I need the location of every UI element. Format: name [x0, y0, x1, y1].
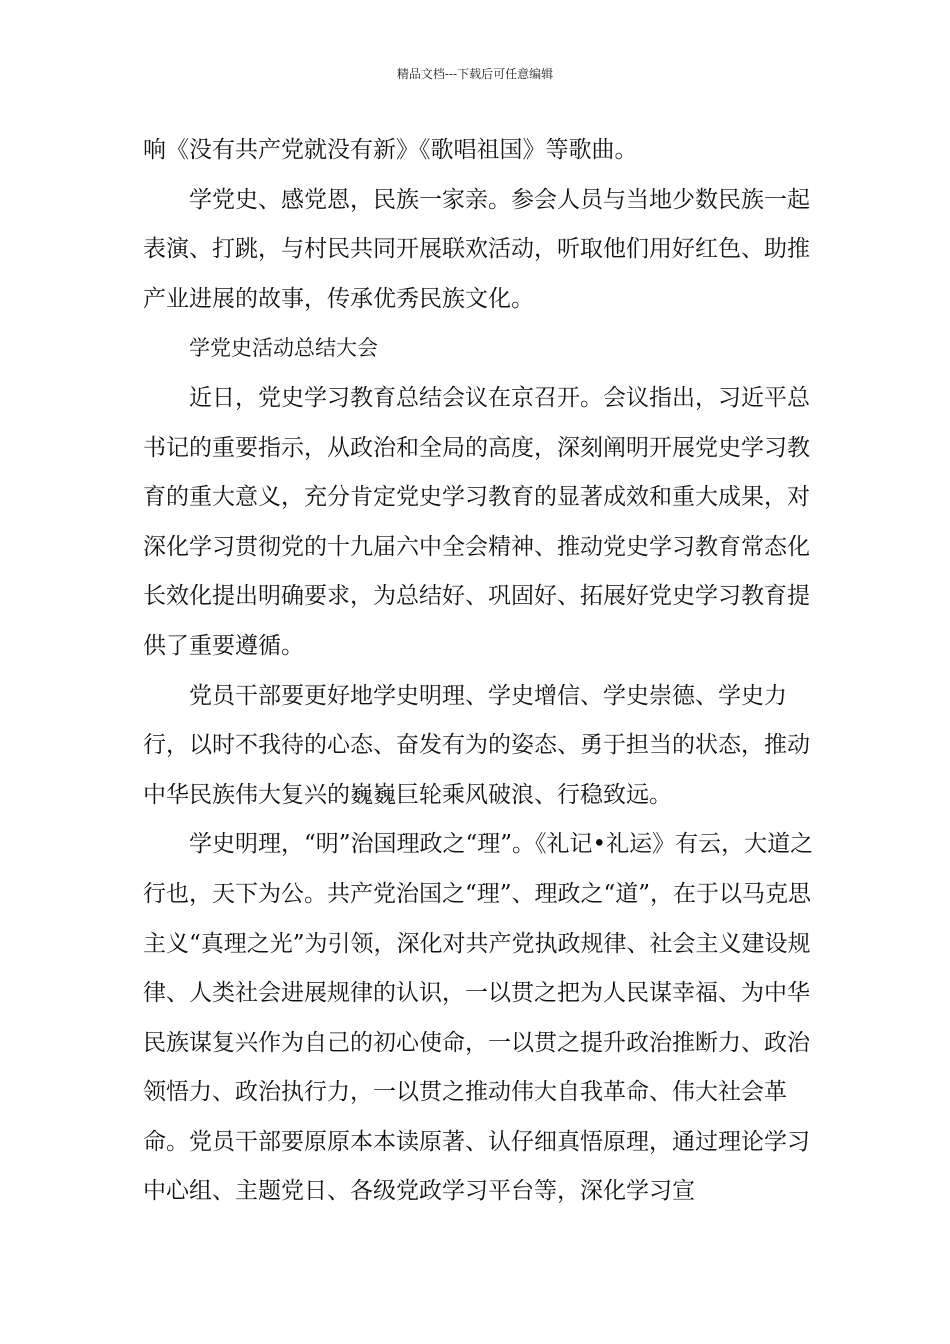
document-body: [143, 126, 823, 1217]
paragraph: 学史明理，“明”治国理政之“理”。《礼记•礼运》有云，大道之行也，天下为公。共产党治国之“理”、理政之“道”，在于以马克思主义“真理之光”为引领，深化对共产党执政规律、社会主义建设规律、人类社会进展规律的认识，一以贯之把为人民谋幸福、为中华民族谋复兴作为自己的初心使命，一以贯之提升政治推断力、政治领悟力、政治执行力，一以贯之推动伟大自我革命、伟大社会革命。党员干部要原原本本读原著、认仔细真悟原理，通过理论学习中心组、主题党日、各级党政学习平台等，深化学习宣: [143, 831, 814, 1205]
paragraph: 近日，党史学习教育总结会议在京召开。会议指出，习近平总书记的重要指示，从政治和全局的高度，深刻阐明开展党史学习教育的重大意义，充分肯定党史学习教育的显著成效和重大成果，对深化学习贯彻党的十九届六中全会精神、推动党史学习教育常态化长效化提出明确要求，为总结好、巩固好、拓展好党史学习教育提供了重要遵循。: [143, 384, 810, 659]
paragraph: 党员干部要更好地学史明理、学史增信、学史崇德、学史力行，以时不我待的心态、奋发有为的姿态、勇于担当的状态，推动中华民族伟大复兴的巍巍巨轮乘风破浪、行稳致远。: [143, 682, 810, 808]
paragraph: 学党史、感党恩，民族一家亲。参会人员与当地少数民族一起表演、打跳，与村民共同开展联欢活动，听取他们用好红色、助推产业进展的故事，传承优秀民族文化。: [143, 186, 810, 312]
page-header: 精品文档---下载后可任意编辑: [396, 67, 554, 81]
paragraph-continuation: 响《没有共产党就没有新》《歌唱祖国》等歌曲。: [143, 137, 638, 163]
section-heading: 学党史活动总结大会: [189, 336, 378, 361]
